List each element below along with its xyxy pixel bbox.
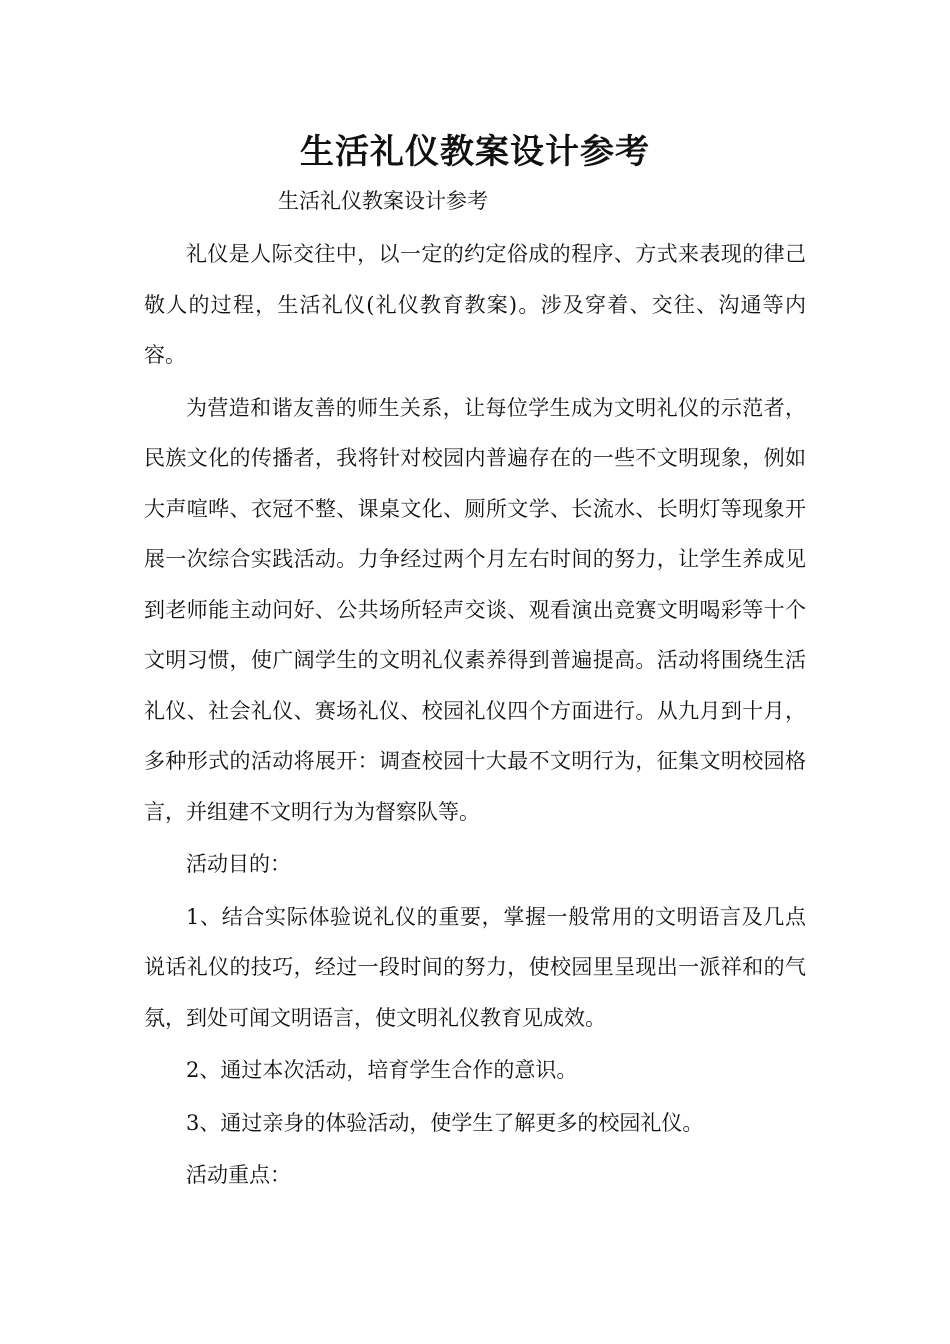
paragraph-intro: 礼仪是人际交往中，以一定的约定俗成的程序、方式来表现的律己敬人的过程，生活礼仪(礼仪教育教案)。涉及穿着、交往、沟通等内容。 bbox=[144, 242, 806, 367]
paragraph-goal-heading: 活动目的： bbox=[186, 852, 291, 876]
paragraph-goal-2: 2、通过本次活动，培育学生合作的意识。 bbox=[186, 1058, 578, 1082]
paragraph-goal-3: 3、通过亲身的体验活动，使学生了解更多的校园礼仪。 bbox=[186, 1110, 704, 1135]
paragraph-activity-plan: 为营造和谐友善的师生关系，让每位学生成为文明礼仪的示范者，民族文化的传播者，我将针对校园内普遍存在的一些不文明现象，例如大声喧哗、衣冠不整、课桌文化、厕所文学、长流水、长明灯等现象开展一次综合实践活动。力争经过两个月左右时间的努力，让学生养成见到老师能主动问好、公共场所轻声交谈、观看演出竞赛文明喝彩等十个文明习惯，使广阔学生的文明礼仪素养得到普遍提高。活动将围绕生活礼仪、社会礼仪、赛场礼仪、校园礼仪四个方面进行。从九月到十月，多种形式的活动将展开：调查校园十大最不文明行为，征集文明校园格言，并组建不文明行为为督察队等。 bbox=[144, 395, 806, 824]
document-title: 生活礼仪教案设计参考 bbox=[300, 132, 650, 172]
paragraph-goal-1: 1、结合实际体验说礼仪的重要，掌握一般常用的文明语言及几点说话礼仪的技巧，经过一段时间的努力，使校园里呈现出一派祥和的气氛，到处可闻文明语言，使文明礼仪教育见成效。 bbox=[144, 904, 806, 1030]
paragraph-focus-heading: 活动重点： bbox=[186, 1163, 291, 1187]
document-body bbox=[144, 229, 806, 1201]
document-subtitle: 生活礼仪教案设计参考 bbox=[278, 189, 488, 213]
